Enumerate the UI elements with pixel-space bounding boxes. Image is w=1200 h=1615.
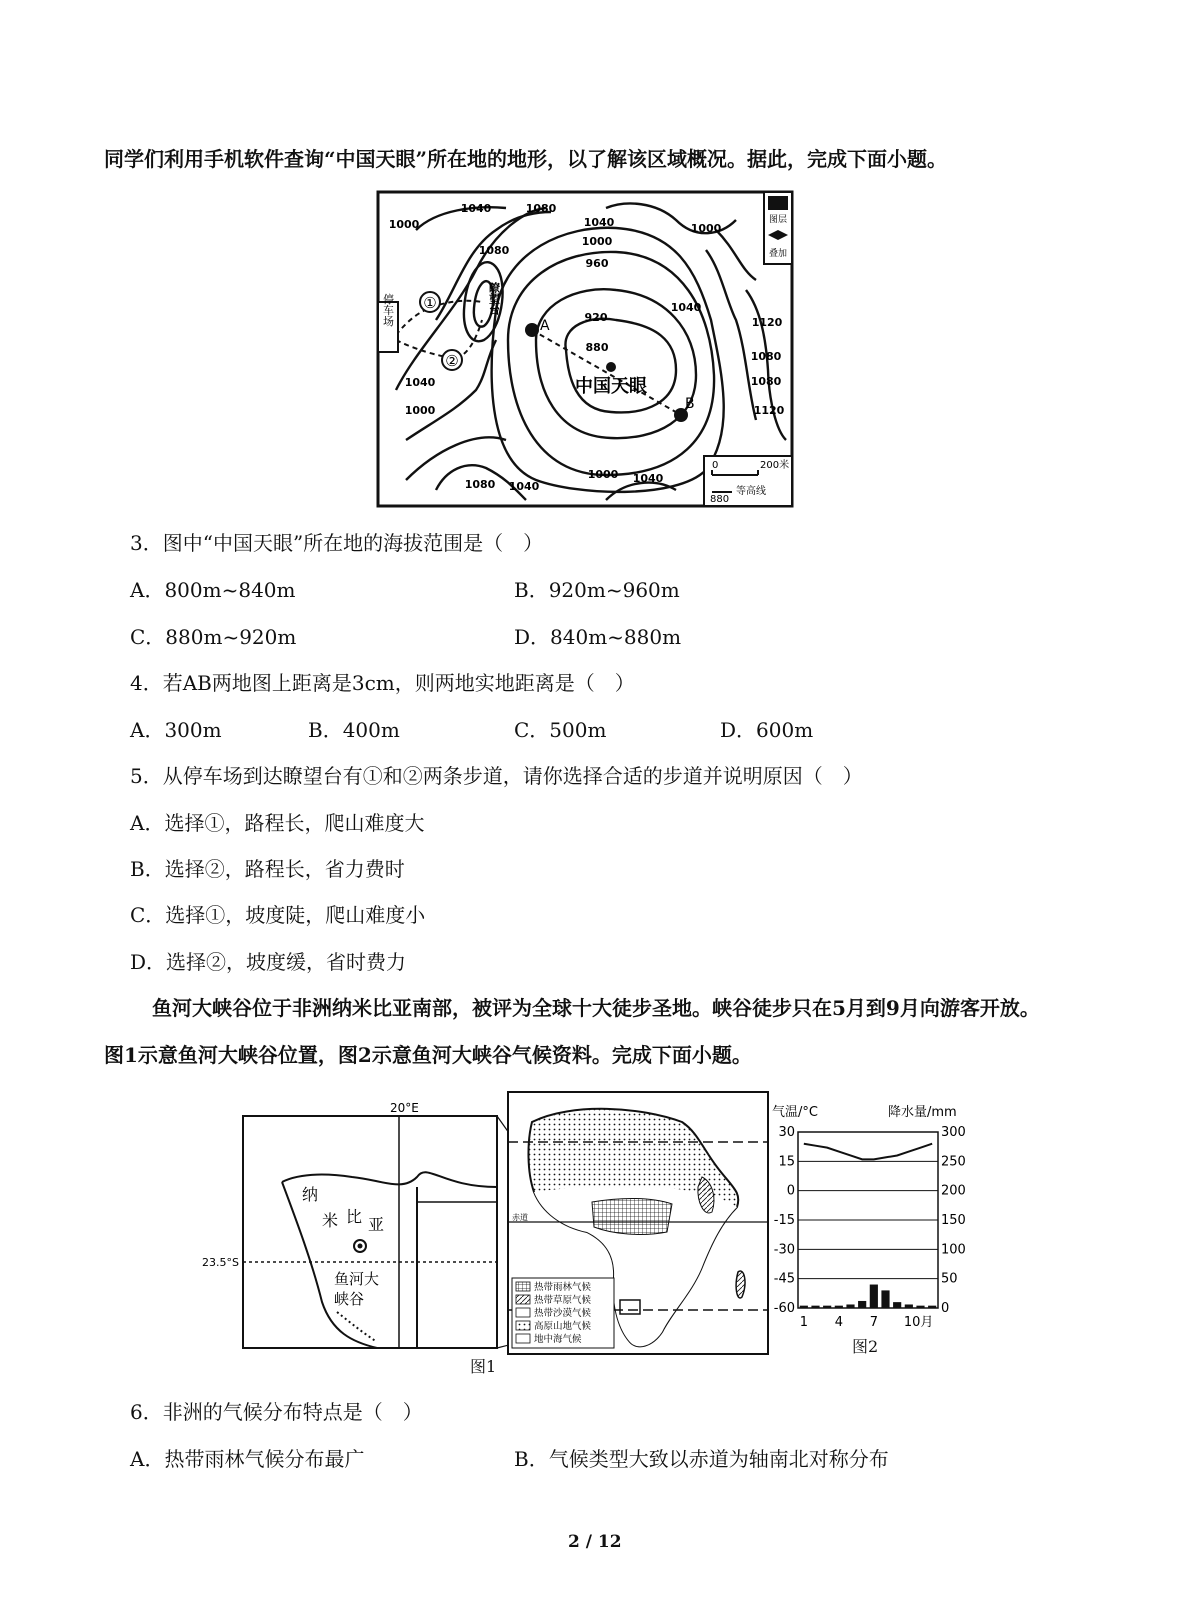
month-tick-label: 4 bbox=[834, 1315, 843, 1330]
precip-tick-label: 300 bbox=[941, 1125, 966, 1140]
precip-bar bbox=[835, 1306, 843, 1308]
contour-label: 1000 bbox=[404, 404, 436, 417]
figure2-climate-chart bbox=[770, 1100, 970, 1344]
precip-bar bbox=[858, 1301, 866, 1308]
q6-option-b[interactable]: B．气候类型大致以赤道为轴南北对称分布 bbox=[514, 1447, 889, 1471]
contour-label: 1080 bbox=[464, 478, 496, 491]
scale-zero: 0 bbox=[712, 460, 719, 471]
country-char: 比 bbox=[346, 1207, 363, 1226]
precip-tick-label: 250 bbox=[941, 1154, 966, 1170]
contour-label: 1040 bbox=[583, 216, 615, 229]
temperature-line bbox=[804, 1144, 932, 1160]
precip-tick-label: 200 bbox=[941, 1183, 966, 1199]
temp-tick-label: -30 bbox=[773, 1242, 795, 1258]
lookout-label: 瞭望台 bbox=[487, 282, 501, 315]
temp-tick-label: -45 bbox=[773, 1271, 795, 1287]
intro-text-2b: 图1示意鱼河大峡谷位置，图2示意鱼河大峡谷气候资料。完成下面小题。 bbox=[104, 1043, 752, 1067]
q3-option-d[interactable]: D．840m~880m bbox=[514, 625, 682, 649]
precip-bar bbox=[800, 1306, 808, 1308]
figure1-location-map bbox=[202, 1092, 772, 1396]
q5-option-c[interactable]: C．选择①，坡度陡，爬山难度小 bbox=[130, 903, 426, 927]
q3-stem: 3．图中“中国天眼”所在地的海拔范围是（ ） bbox=[130, 531, 544, 555]
legend-item: 热带沙漠气候 bbox=[534, 1308, 592, 1319]
contour-label: 1080 bbox=[478, 244, 510, 257]
route2-label: ② bbox=[445, 352, 459, 370]
precip-tick-label: 50 bbox=[941, 1271, 958, 1287]
canyon-label-1: 鱼河大 bbox=[334, 1270, 380, 1288]
page-number: 2 / 12 bbox=[568, 1532, 622, 1552]
contour-label: 1040 bbox=[670, 301, 702, 314]
temp-tick-label: -15 bbox=[773, 1213, 795, 1228]
contour-map-figure bbox=[376, 190, 796, 514]
q5-option-b[interactable]: B．选择②，路程长，省力费时 bbox=[130, 857, 405, 881]
q5-stem: 5．从停车场到达瞭望台有①和②两条步道，请你选择合适的步道并说明原因（ ） bbox=[130, 764, 863, 788]
temp-tick-label: 30 bbox=[778, 1125, 795, 1140]
contour-label: 1080 bbox=[750, 375, 782, 388]
contour-map bbox=[376, 190, 796, 510]
precip-bar bbox=[870, 1285, 878, 1308]
precip-tick-label: 150 bbox=[941, 1213, 966, 1228]
precip-bar bbox=[811, 1306, 819, 1308]
q4-option-a[interactable]: A．300m bbox=[130, 718, 222, 742]
temp-tick-label: 0 bbox=[786, 1183, 795, 1199]
layer-button[interactable]: 图层 bbox=[768, 215, 788, 225]
lat-label: 23.5°S bbox=[202, 1256, 239, 1269]
q4-option-b[interactable]: B．400m bbox=[308, 718, 400, 742]
contour-label: 1040 bbox=[404, 376, 436, 389]
contour-label: 1120 bbox=[751, 316, 783, 329]
q3-option-c[interactable]: C．880m~920m bbox=[130, 625, 297, 649]
contour-label: 1080 bbox=[525, 202, 557, 215]
precip-bar bbox=[905, 1304, 913, 1308]
contour-label: 1120 bbox=[753, 404, 785, 417]
precip-bar bbox=[823, 1306, 831, 1308]
precip-bar bbox=[846, 1304, 854, 1308]
precip-axis-label: 降水量/mm bbox=[888, 1105, 957, 1120]
temp-tick-label: 15 bbox=[778, 1154, 795, 1170]
q3-option-a[interactable]: A．800m~840m bbox=[130, 578, 296, 602]
contour-label: 920 bbox=[584, 311, 608, 324]
tianyan-label: 中国天眼 bbox=[575, 376, 647, 397]
contour-label: 880 bbox=[585, 341, 609, 354]
scale-label: 200米 bbox=[760, 460, 790, 471]
intro-text-2a: 鱼河大峡谷位于非洲纳米比亚南部，被评为全球十大徒步圣地。峡谷徒步只在5月到9月向游客开放。 bbox=[152, 996, 1040, 1020]
contour-label: 1040 bbox=[632, 472, 664, 485]
q3-option-b[interactable]: B．920m~960m bbox=[514, 578, 680, 602]
legend-item: 热带草原气候 bbox=[534, 1295, 592, 1306]
contour-label: 1000 bbox=[587, 468, 619, 481]
precip-bar bbox=[881, 1290, 889, 1308]
q5-option-a[interactable]: A．选择①，路程长，爬山难度大 bbox=[130, 811, 425, 835]
month-tick-label: 7 bbox=[869, 1315, 878, 1330]
legend-item: 地中海气候 bbox=[534, 1334, 582, 1345]
figure2-caption: 图2 bbox=[852, 1337, 879, 1356]
q6-stem: 6．非洲的气候分布特点是（ ） bbox=[130, 1400, 423, 1424]
contour-label: 1040 bbox=[460, 202, 492, 215]
figure1-caption: 图1 bbox=[470, 1357, 497, 1376]
parking-label: 停车场 bbox=[381, 293, 395, 327]
route1-label: ① bbox=[423, 294, 437, 312]
precip-bar bbox=[916, 1306, 924, 1308]
point-a-label: A bbox=[540, 318, 550, 334]
figure1-svg bbox=[202, 1092, 772, 1392]
legend-item: 高原山地气候 bbox=[534, 1321, 592, 1332]
climate-chart-svg bbox=[770, 1100, 970, 1340]
canyon-label-2: 峡谷 bbox=[334, 1290, 365, 1308]
month-tick-label: 10月 bbox=[903, 1315, 934, 1330]
country-char: 纳 bbox=[302, 1185, 319, 1204]
contour-label: 1080 bbox=[750, 350, 782, 363]
contour-label: 960 bbox=[585, 257, 609, 270]
intro-text-1: 同学们利用手机软件查询“中国天眼”所在地的地形，以了解该区域概况。据此，完成下面小题。 bbox=[104, 147, 948, 171]
legend-value: 880 bbox=[710, 494, 730, 505]
legend-item: 热带雨林气候 bbox=[534, 1282, 592, 1293]
layer-icon[interactable] bbox=[768, 196, 788, 210]
contour-label: 1040 bbox=[508, 480, 540, 493]
q4-option-d[interactable]: D．600m bbox=[720, 718, 814, 742]
overlay-button[interactable]: 叠加 bbox=[768, 249, 788, 259]
temp-tick-label: -60 bbox=[773, 1301, 795, 1316]
month-tick-label: 1 bbox=[799, 1315, 808, 1330]
temp-axis-label: 气温/°C bbox=[772, 1105, 818, 1120]
precip-bar bbox=[928, 1306, 936, 1308]
contour-label: 1000 bbox=[581, 235, 613, 248]
country-char: 亚 bbox=[368, 1215, 385, 1234]
lon-label: 20°E bbox=[390, 1101, 419, 1115]
q6-option-a[interactable]: A．热带雨林气候分布最广 bbox=[130, 1447, 365, 1471]
equator-label: 赤道 bbox=[512, 1213, 528, 1222]
legend-name: 等高线 bbox=[736, 486, 766, 497]
precip-tick-label: 100 bbox=[941, 1242, 966, 1258]
contour-label: 1000 bbox=[388, 218, 420, 231]
precip-bar bbox=[893, 1302, 901, 1308]
q4-stem: 4．若AB两地图上距离是3cm，则两地实地距离是（ ） bbox=[130, 671, 635, 695]
q5-option-d[interactable]: D．选择②，坡度缓，省时费力 bbox=[130, 950, 407, 974]
point-b-label: B bbox=[685, 396, 695, 412]
country-char: 米 bbox=[322, 1211, 339, 1230]
contour-label: 1000 bbox=[690, 222, 722, 235]
q4-option-c[interactable]: C．500m bbox=[514, 718, 607, 742]
precip-tick-label: 0 bbox=[941, 1301, 950, 1316]
